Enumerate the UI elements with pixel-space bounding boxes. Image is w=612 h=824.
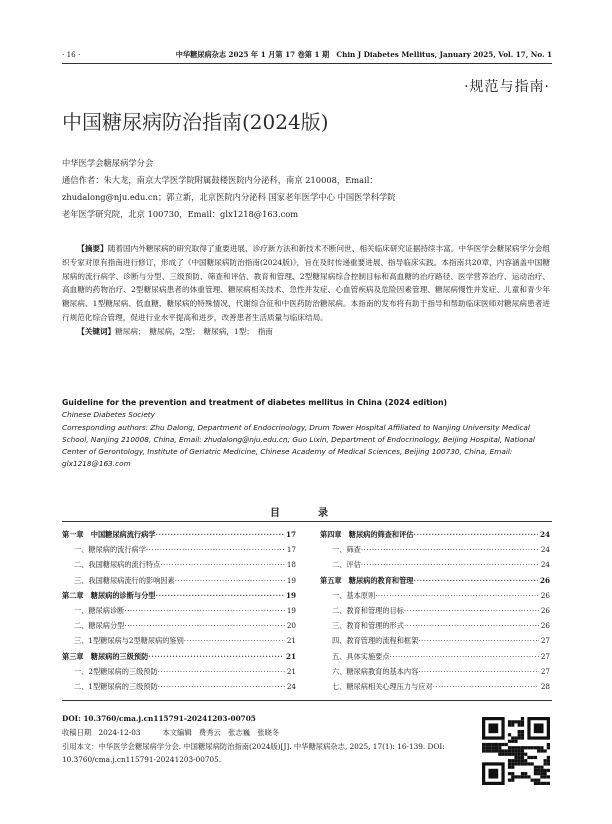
toc-entry-page: 24 (540, 560, 550, 570)
abstract-label: 【摘要】 (77, 244, 108, 253)
english-corresponding: Corresponding authors: Zhu Dalong, Department of Endocrinology, Drum Tower Hospital Affiliated to Nanjing University Medical School, Nanjing 210008, China, Email: zhudalong@nju.edu.cn; Guo Lixin, Department of Endocrinology, Beijing Hospital, National Center of Gerontology, Institute of Geriatric Medicine, Chinese Academy of Medical Sciences, Beijing 100730, China, Email: glx1218@163.com (62, 422, 535, 469)
toc-leader-dots (433, 679, 539, 694)
toc-entry-label: 第二章 糖尿病的诊断与分型 (62, 590, 156, 600)
toc-entry[interactable] (62, 603, 296, 618)
toc-entry-label: 一、2型糖尿病的三级预防 (74, 666, 158, 676)
toc-entry-label: 二、我国糖尿病的流行特点 (74, 560, 161, 570)
toc-entry-label: 三、1型糖尿病与2型糖尿病的鉴别 (74, 636, 184, 646)
journal-citation: 中华糖尿病杂志 2025 年 1 月第 17 卷第 1 期 Chin J Diabetes Mellitus, January 2025, Vol. 17, No. 1 (175, 50, 552, 59)
toc-entry-label: 七、糖尿病相关心理压力与应对 (332, 681, 433, 691)
toc-entry-label: 三、教育和管理的形式 (332, 621, 404, 631)
toc-leader-dots (404, 618, 539, 633)
footer-info (62, 712, 472, 767)
toc-entry[interactable] (320, 527, 550, 542)
toc-entry-page: 21 (285, 651, 296, 661)
toc-rule (62, 521, 552, 522)
toc-entry[interactable] (62, 542, 296, 557)
toc-right-column (320, 527, 550, 694)
toc-entry-page: 19 (286, 575, 296, 585)
english-title: Guideline for the prevention and treatment of diabetes mellitus in China (2024 edition) (62, 398, 448, 407)
toc-leader-dots (148, 649, 284, 664)
toc-left-column (62, 527, 296, 694)
toc-entry[interactable] (62, 618, 296, 633)
toc-entry-page: 17 (285, 530, 296, 539)
toc-leader-dots (413, 573, 538, 588)
toc-leader-dots (155, 588, 284, 603)
toc-entry-label: 六、糖尿病教育的基本内容 (332, 666, 419, 676)
toc-leader-dots (184, 633, 285, 648)
toc-leader-dots (413, 527, 538, 542)
corresponding-line-2: zhudalong@nju.edu.cn；郭立新，北京医院内分泌科 国家老年医学中心 中国医学科学院 (62, 192, 396, 202)
toc-entry[interactable] (320, 573, 550, 588)
toc-entry-label: 第四章 糖尿病的筛查和评估 (320, 530, 414, 539)
toc-entry-label: 第三章 糖尿病的三级预防 (62, 651, 149, 661)
toc-entry-label: 二、教育和管理的目标 (332, 605, 404, 615)
toc-entry-page: 18 (286, 560, 296, 570)
toc-entry-label: 二、评估 (332, 560, 361, 570)
toc-entry-label: 二、1型糖尿病的三级预防 (74, 681, 158, 691)
footer-rule (62, 700, 552, 701)
toc-entry-page: 19 (285, 590, 296, 600)
toc-entry[interactable] (62, 557, 296, 572)
toc-entry-label: 四、教育管理的流程和框架 (332, 636, 419, 646)
toc-entry-page: 24 (539, 530, 550, 539)
toc-entry-label: 一、基本原则 (332, 590, 376, 600)
toc-entry[interactable] (320, 679, 550, 694)
toc-entry[interactable] (62, 633, 296, 648)
toc-entry-page: 26 (540, 590, 550, 600)
toc-leader-dots (375, 588, 539, 603)
toc-entry-page: 28 (540, 681, 550, 691)
qr-code-icon[interactable] (482, 717, 550, 785)
toc-leader-dots (361, 557, 539, 572)
toc-entry-label: 第一章 中国糖尿病流行病学 (62, 530, 156, 539)
article-title: 中国糖尿病防治指南(2024版) (62, 110, 329, 134)
corresponding-line-1: 通信作者：朱大龙，南京大学医学院附属鼓楼医院内分泌科，南京 210008，Email： (62, 175, 378, 185)
toc-entry-label: 第五章 糖尿病的教育和管理 (320, 575, 414, 585)
toc-leader-dots (124, 603, 285, 618)
toc-entry[interactable] (320, 664, 550, 679)
toc-entry-label: 一、糖尿病的流行病学 (74, 545, 146, 555)
toc-leader-dots (158, 664, 285, 679)
toc-leader-dots (160, 557, 285, 572)
toc-entry-page: 21 (286, 666, 296, 676)
abstract-cn (62, 242, 550, 339)
toc-entry[interactable] (62, 573, 296, 588)
header-rule (62, 63, 552, 64)
toc-leader-dots (418, 664, 539, 679)
toc-entry[interactable] (62, 649, 296, 664)
toc-leader-dots (155, 527, 284, 542)
toc-entry[interactable] (320, 603, 550, 618)
toc-entry-page: 27 (540, 666, 550, 676)
doi[interactable]: DOI: 10.3760/cma.j.cn115791-20241203-00705 (62, 714, 256, 723)
page-number: · 16 · (62, 50, 81, 59)
toc-entry[interactable] (320, 618, 550, 633)
author-org: 中华医学会糖尿病学分会 (62, 158, 154, 168)
keywords-text: 糖尿病； 糖尿病，2型； 糖尿病，1型； 指南 (115, 326, 273, 336)
toc-entry-page: 26 (539, 575, 550, 585)
toc-leader-dots (124, 618, 285, 633)
toc-entry-label: 一、筛查 (332, 545, 361, 555)
toc-entry-page: 17 (286, 545, 296, 555)
toc-entry-page: 27 (540, 651, 550, 661)
toc-entry-label: 二、糖尿病分型 (74, 621, 125, 631)
toc-entry-label: 三、我国糖尿病流行的影响因素 (74, 575, 175, 585)
keywords-label: 【关键词】 (77, 326, 116, 336)
corresponding-line-3: 老年医学研究院，北京 100730，Email：glx1218@163.com (62, 209, 299, 219)
toc-entry[interactable] (62, 527, 296, 542)
toc-leader-dots (404, 603, 539, 618)
toc-entry[interactable] (320, 633, 550, 648)
toc-entry-page: 19 (286, 605, 296, 615)
toc-leader-dots (418, 633, 539, 648)
toc-entry-page: 26 (540, 621, 550, 631)
received-date: 收稿日期 2024-12-03 本文编辑 费秀云 张志巍 张晓冬 (62, 727, 280, 737)
toc-entry[interactable] (320, 542, 550, 557)
toc-entry-page: 24 (286, 681, 296, 691)
toc-leader-dots (158, 679, 285, 694)
toc-entry-label: 五、具体实施要点 (332, 651, 390, 661)
abstract-en (62, 397, 552, 471)
toc-entry-page: 27 (540, 636, 550, 646)
toc-title: 目 录 (270, 508, 342, 519)
toc-entry-page: 21 (286, 636, 296, 646)
toc-entry[interactable] (62, 679, 296, 694)
toc-entry[interactable] (320, 588, 550, 603)
toc-entry[interactable] (320, 649, 550, 664)
toc-entry-page: 20 (286, 621, 296, 631)
toc-entry-page: 24 (540, 545, 550, 555)
toc-entry[interactable] (320, 557, 550, 572)
toc-entry-label: 一、糖尿病诊断 (74, 605, 125, 615)
toc-entry[interactable] (62, 664, 296, 679)
toc-entry-page: 26 (540, 605, 550, 615)
citation: 引用本文：中华医学会糖尿病学分会. 中国糖尿病防治指南(2024版)[J]. 中华糖尿病杂志, 2025, 17(1): 16-139. DOI: 10.3760/cma.j.cn115791-20241203-00705. (62, 741, 445, 765)
english-society: Chinese Diabetes Society (62, 410, 155, 420)
toc-entry[interactable] (62, 588, 296, 603)
toc-leader-dots (390, 649, 539, 664)
toc-leader-dots (146, 542, 285, 557)
section-label: ·规范与指南· (464, 79, 550, 95)
toc-leader-dots (361, 542, 539, 557)
abstract-text: 随着国内外糖尿病的研究取得了重要进展、诊疗新方法和新技术不断问世、相关临床研究证据持续丰富。中华医学会糖尿病学分会组织专家对原有指南进行修订，形成了《中国糖尿病防治指南(2024版)》，旨在及时传递重要进展、指导临床实践。本指南共20章，内容涵盖中国糖尿病的流行病学、诊断与分型、三级预防、筛查和评估、教育和管理、2型糖尿病综合控制目标和高血糖的治疗路径、医学营养治疗、运动治疗、高血糖的药物治疗、2型糖尿病患者的体重管理、糖尿病相关技术、急性并发症、心血管疾病及危险因素管理、糖尿病慢性并发症、儿童和青少年糖尿病、1型糖尿病、低血糖、糖尿病的特殊情况、代谢综合征和中医药防治糖尿病。本指南的发布将有助于指导和帮助临床医师对糖尿病患者进行规范化综合管理，促进行业水平提高和进步，改善患者生活质量与临床结局。 (62, 244, 551, 322)
toc-leader-dots (175, 573, 285, 588)
